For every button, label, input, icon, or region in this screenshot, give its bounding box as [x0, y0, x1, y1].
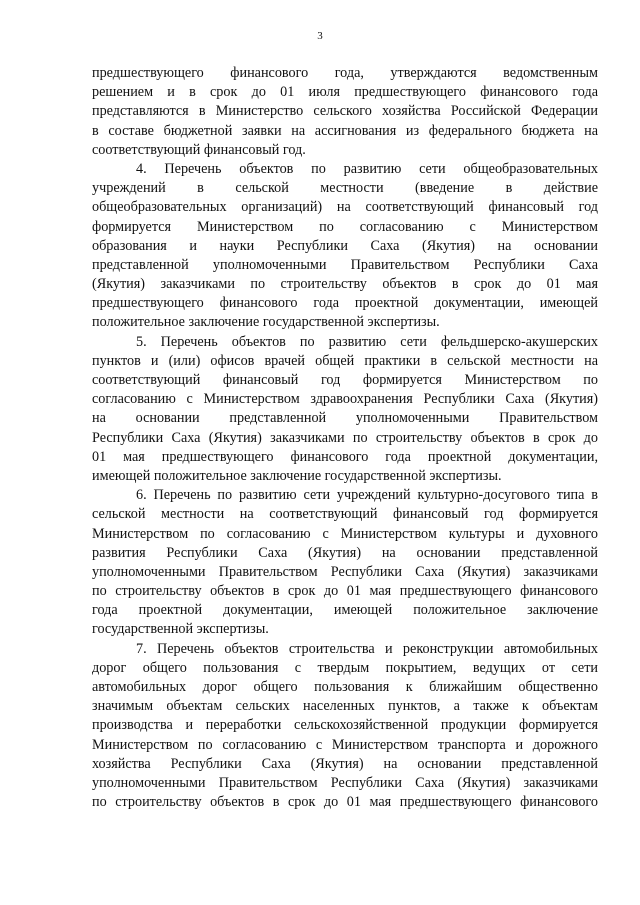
page-number: 3 — [317, 30, 323, 42]
text-line: года проектной документации, имеющей положительное заключение — [92, 602, 598, 619]
text-line: согласованию с Министерством здравоохранения Республики Саха (Якутия) — [92, 391, 598, 408]
text-line: 6. Перечень по развитию сети учреждений культурно-досугового типа в — [136, 487, 598, 504]
paragraph — [92, 64, 598, 160]
text-line: автомобильных дорог общего пользования к ближайшим общественно — [92, 679, 598, 695]
text-line: по строительству объектов в срок до 01 мая предшествующего финансового — [92, 794, 598, 811]
text-line: положительное заключение государственной экспертизы. — [92, 314, 440, 331]
text-line: соответствующий финансовый год. — [92, 141, 306, 158]
text-line: на основании представленной уполномоченными Правительством — [92, 410, 598, 427]
text-line: общеобразовательных организаций) на соответствующий финансовый год — [92, 199, 598, 216]
paragraph — [92, 640, 598, 813]
paragraph — [92, 486, 598, 640]
text-line: 4. Перечень объектов по развитию сети общеобразовательных — [136, 160, 598, 177]
text-line: дорог общего пользования с твердым покрытием, ведущих от сети — [92, 659, 598, 676]
paragraph — [92, 160, 598, 333]
text-line: производства и переработки сельскохозяйственной продукции формируется — [92, 717, 598, 734]
text-line: 5. Перечень объектов по развитию сети фельдшерско-акушерских — [136, 333, 598, 350]
text-line: пунктов и (или) офисов врачей общей практики в сельской местности на — [92, 352, 598, 369]
text-line: Министерством по согласованию с Министерством культуры и духовного — [92, 525, 598, 542]
text-line: представленной уполномоченными Правительством Республики Саха — [92, 256, 598, 273]
text-line: в составе бюджетной заявки на ассигнования из федерального бюджета на — [92, 122, 598, 139]
text-line: 7. Перечень объектов строительства и реконструкции автомобильных — [136, 640, 598, 657]
text-line: Республики Саха (Якутия) заказчиками по строительству объектов в срок до — [92, 429, 598, 446]
text-line: решением и в срок до 01 июля предшествующего финансового года — [92, 84, 598, 101]
text-line: 01 мая предшествующего финансового года проектной документации, — [92, 448, 598, 465]
text-line: предшествующего финансового года, утверждаются ведомственным — [92, 65, 598, 81]
text-line: предшествующего финансового года проектной документации, имеющей — [92, 295, 598, 312]
text-line: по строительству объектов в срок до 01 мая предшествующего финансового — [92, 583, 598, 600]
text-line: формируется Министерством по согласованию с Министерством — [92, 218, 598, 235]
text-line: имеющей положительное заключение государственной экспертизы. — [92, 467, 502, 484]
text-line: соответствующий финансовый год формируется Министерством по — [92, 372, 598, 388]
document-body — [92, 64, 598, 812]
text-line: учреждений в сельской местности (введение в действие — [92, 180, 598, 197]
paragraph — [92, 333, 598, 487]
text-line: государственной экспертизы. — [92, 621, 269, 638]
text-line: (Якутия) заказчиками по строительству объектов в срок до 01 мая — [92, 276, 598, 293]
text-line: уполномоченными Правительством Республики Саха (Якутия) заказчиками — [92, 563, 598, 580]
text-line: представляются в Министерство сельского хозяйства Российской Федерации — [92, 103, 598, 120]
text-line: хозяйства Республики Саха (Якутия) на основании представленной — [92, 755, 598, 772]
text-line: образования и науки Республики Саха (Якутия) на основании — [92, 237, 598, 254]
text-line: уполномоченными Правительством Республики Саха (Якутия) заказчиками — [92, 774, 598, 791]
text-line: Министерством по согласованию с Министерством транспорта и дорожного — [92, 736, 598, 753]
text-line: значимым объектам сельских населенных пунктов, а также к объектам — [92, 698, 598, 715]
text-line: развития Республики Саха (Якутия) на основании представленной — [92, 544, 598, 561]
text-line: сельской местности на соответствующий финансовый год формируется — [92, 506, 598, 523]
